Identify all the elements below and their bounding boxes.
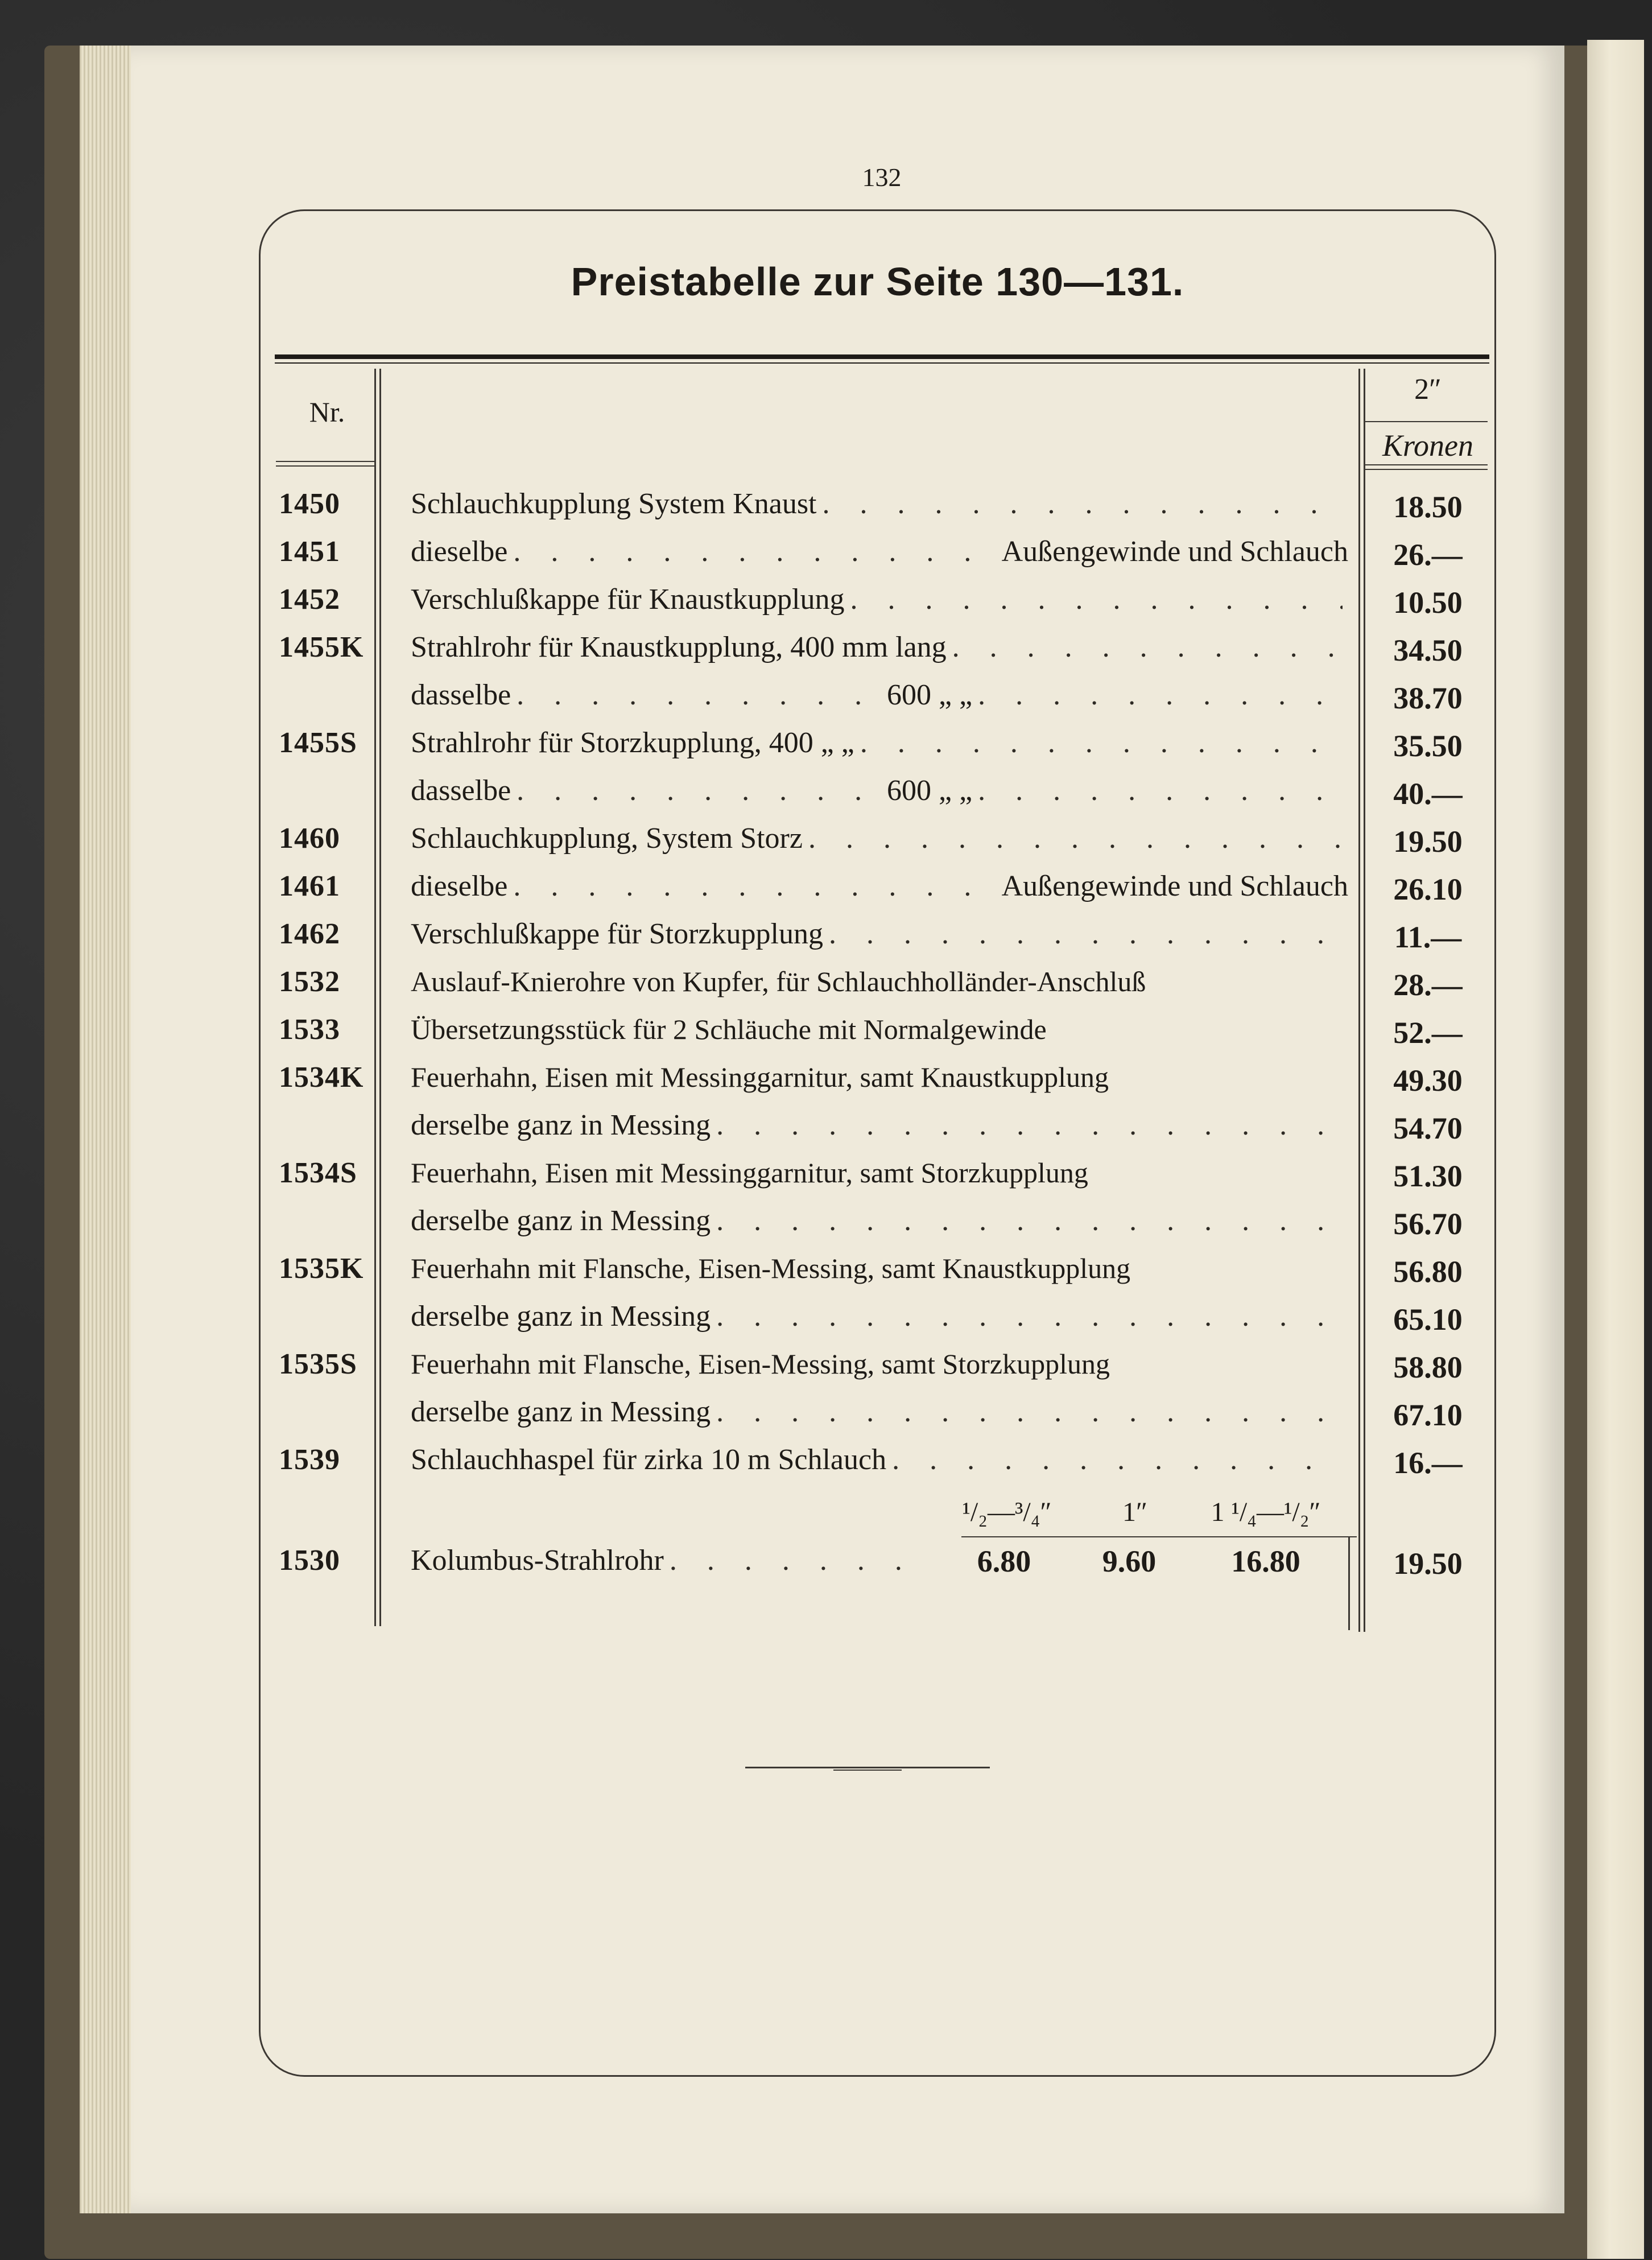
table-row [0,1247,1652,1295]
table-row [0,913,1652,960]
leader-dots [850,583,1343,616]
leader-dots [860,726,1343,760]
item-number: 1461 [279,870,340,902]
item-text: derselbe ganz in Messing [411,1205,711,1237]
table-row [0,1056,1652,1104]
leader-dots [716,1395,1343,1429]
columbus-nr: 1530 [279,1544,340,1577]
item-price: 54.70 [1393,1111,1463,1145]
columbus-price-3: 16.80 [1231,1544,1300,1578]
item-text: Verschlußkappe für Storzkupplung [411,918,823,950]
columbus-row [0,1539,1652,1587]
item-description [411,1061,1348,1100]
price-header-rule [1365,464,1488,465]
title-rule-thin [275,362,1489,364]
item-price: 40.— [1393,777,1463,811]
item-description [411,965,1348,1005]
item-description [411,774,1348,814]
columbus-size-2: 1″ [1122,1497,1147,1527]
table-row [0,721,1652,769]
end-ornament [745,1767,990,1768]
item-price: 65.10 [1393,1302,1463,1337]
table-row [0,1391,1652,1438]
nr-header-rule [276,461,375,462]
item-number: 1535S [279,1348,357,1380]
item-description [411,869,1348,909]
nr-column-header: Nr. [309,396,345,428]
item-text: Schlauchkupplung, System Storz [411,822,803,855]
item-number: 1539 [279,1444,340,1476]
page-number: 132 [862,163,902,192]
item-price: 51.30 [1393,1159,1463,1193]
table-row [0,1008,1652,1056]
item-price: 34.50 [1393,633,1463,667]
item-text: Auslauf-Knierohre von Kupfer, für Schlauchholländer-Anschluß [411,966,1146,997]
table-row [0,1295,1652,1343]
item-text: Schlauchhaspel für zirka 10 m Schlauch [411,1444,887,1476]
leader-dots [513,869,996,903]
columbus-rule [961,1536,1357,1537]
item-price: 67.10 [1393,1398,1463,1432]
item-price: 38.70 [1393,681,1463,715]
table-row [0,1104,1652,1152]
item-price: 56.70 [1393,1207,1463,1241]
leader-dots [892,1443,1343,1477]
item-price: 16.— [1393,1446,1463,1480]
table-row [0,769,1652,817]
columbus-price: 19.50 [1393,1546,1463,1581]
item-number: 1452 [279,583,340,616]
leader-dots [952,630,1343,664]
item-price: 10.50 [1393,585,1463,620]
item-description [411,1013,1348,1053]
item-number: 1534S [279,1157,357,1189]
item-price: 18.50 [1393,490,1463,524]
leader-dots [716,1108,1343,1142]
item-description [411,630,1348,670]
columbus-desc [411,1544,940,1583]
leader-dots [829,917,1343,951]
item-number: 1532 [279,966,340,998]
item-text: derselbe ganz in Messing [411,1300,711,1333]
table-row [0,482,1652,530]
item-detail: Außengewinde und Schlauch [1001,535,1348,568]
table-row [0,865,1652,913]
size-header-rule [1365,421,1488,422]
leader-dots [670,1544,934,1577]
table-row [0,626,1652,674]
currency-column-header: Kronen [1382,428,1473,463]
item-text: Feuerhahn mit Flansche, Eisen-Messing, samt Knaustkupplung [411,1252,1131,1284]
item-number: 1455S [279,727,357,759]
leader-dots [978,678,1343,712]
leader-dots [513,535,996,568]
columbus-size-header [0,1496,1652,1536]
item-text: Schlauchkupplung System Knaust [411,488,817,520]
item-number: 1462 [279,918,340,950]
item-description [411,535,1348,575]
columbus-price-1: 6.80 [977,1544,1031,1578]
columbus-size-3: 1 ¹/₄—¹/₂″ [1211,1497,1321,1527]
leader-dots [517,678,881,712]
columbus-price-2: 9.60 [1102,1544,1157,1578]
table-row [0,1199,1652,1247]
table-row [0,578,1652,626]
nr-header-rule-2 [276,465,375,467]
leader-dots [808,822,1343,855]
item-number: 1533 [279,1013,340,1046]
table-row [0,817,1652,865]
item-text: Feuerhahn, Eisen mit Messinggarnitur, samt Knaustkupplung [411,1061,1109,1093]
item-description [411,726,1348,766]
table-row [0,530,1652,578]
item-text: dieselbe [411,535,508,568]
item-price: 52.— [1393,1016,1463,1050]
item-text: derselbe ganz in Messing [411,1109,711,1141]
item-text: Strahlrohr für Knaustkupplung, 400 mm lang [411,631,947,663]
item-text: Verschlußkappe für Knaustkupplung [411,583,845,616]
item-description [411,583,1348,622]
item-text: dieselbe [411,870,508,902]
item-text: dasselbe [411,679,511,711]
item-price: 11.— [1394,920,1462,954]
item-length: 600 „ „ [887,774,973,807]
leader-dots [823,487,1343,521]
item-description [411,1443,1348,1483]
table-row [0,674,1652,721]
item-description [411,917,1348,957]
item-number: 1450 [279,488,340,520]
table-row [0,960,1652,1008]
item-text: Feuerhahn, Eisen mit Messinggarnitur, samt Storzkupplung [411,1157,1088,1189]
item-description [411,1108,1348,1148]
table-row [0,1152,1652,1199]
item-length: 600 „ „ [887,679,973,711]
item-number: 1535K [279,1252,364,1285]
leader-dots [716,1300,1343,1333]
item-number: 1451 [279,535,340,568]
item-text: Übersetzungsstück für 2 Schläuche mit Normalgewinde [411,1013,1047,1045]
title-rule [275,354,1489,359]
item-text: Strahlrohr für Storzkupplung, 400 „ „ [411,727,854,759]
item-price: 28.— [1393,968,1463,1002]
leader-dots [978,774,1343,807]
item-price: 56.80 [1393,1255,1463,1289]
item-text: dasselbe [411,774,511,807]
item-number: 1460 [279,822,340,855]
item-price: 19.50 [1393,824,1463,859]
item-description [411,1347,1348,1387]
item-description [411,1300,1348,1339]
item-price: 26.10 [1393,872,1463,906]
table-row [0,1343,1652,1391]
size-column-header: 2″ [1414,373,1442,406]
item-text: Feuerhahn mit Flansche, Eisen-Messing, samt Storzkupplung [411,1348,1110,1380]
item-description [411,678,1348,718]
item-description [411,1395,1348,1435]
item-number: 1534K [279,1061,364,1094]
item-description [411,1252,1348,1292]
table-row [0,1438,1652,1486]
leader-dots [517,774,881,807]
item-detail: Außengewinde und Schlauch [1001,870,1348,902]
leader-dots [716,1204,1343,1238]
item-price: 58.80 [1393,1350,1463,1384]
columbus-text: Kolumbus-Strahlrohr [411,1544,664,1577]
item-description [411,822,1348,861]
columbus-size-1: ¹/₂—³/₄″ [962,1497,1052,1527]
item-price: 49.30 [1393,1063,1463,1098]
item-description [411,487,1348,527]
item-price: 26.— [1393,538,1463,572]
end-ornament-inner [833,1770,902,1771]
table-title: Preistabelle zur Seite 130—131. [571,259,1184,304]
item-number: 1455K [279,631,364,663]
item-description [411,1204,1348,1244]
price-header-rule-2 [1365,469,1488,470]
item-description [411,1156,1348,1196]
item-text: derselbe ganz in Messing [411,1396,711,1428]
item-price: 35.50 [1393,729,1463,763]
